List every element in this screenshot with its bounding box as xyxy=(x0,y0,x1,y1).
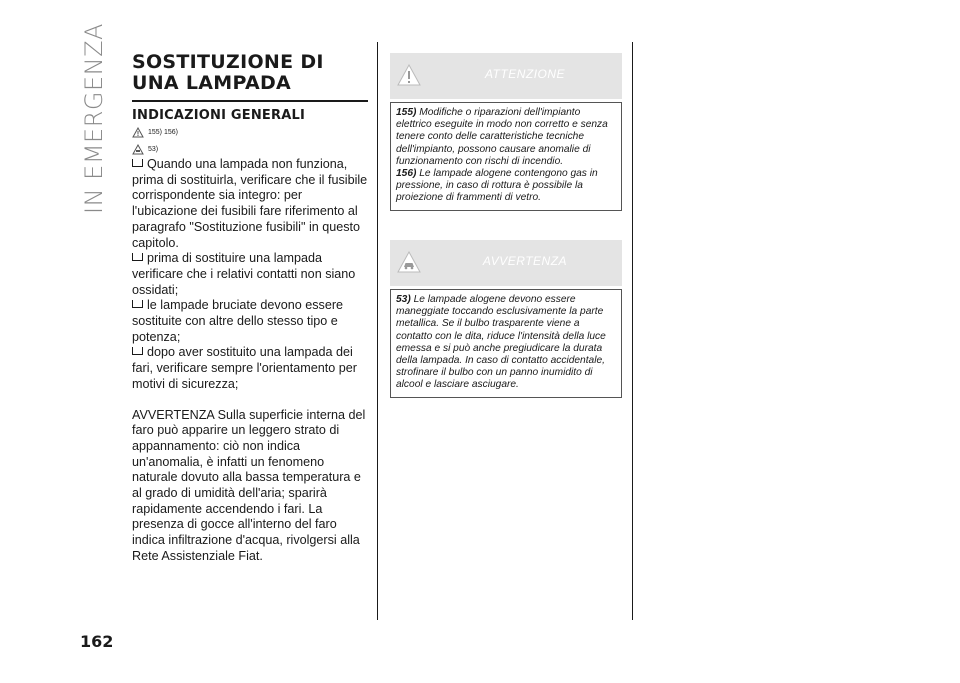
caution-refs xyxy=(132,142,368,157)
attenzione-header xyxy=(390,53,622,99)
bullet-icon xyxy=(132,159,143,167)
list-item: Quando una lampada non funziona, prima di sostituirla, verificare che il fusibile corrispondente sia integro: per l'ubicazione dei fusibili fare riferimento al paragrafo "Sostituzione fusibili" in questo capitolo. xyxy=(132,157,368,250)
attenzione-body xyxy=(390,102,622,211)
warning-triangle-icon xyxy=(396,63,422,87)
warning-item: 155) Modifiche o riparazioni dell'impianto elettrico eseguite in modo non corretto e senza tenere conto delle caratteristiche tecniche dell'impianto, possono causare anomalie di funzionamento con rischi di incendio. xyxy=(396,107,608,167)
bullet-icon xyxy=(132,300,143,308)
section-subtitle: INDICAZIONI GENERALI xyxy=(132,108,306,123)
main-column xyxy=(132,52,368,565)
caution-item: 53) Le lampade alogene devono essere maneggiate toccando esclusivamente la parte metallica. Se il bulbo trasparente viene a contatto con le dita, riduce l'intensità della luce emessa e si può anche pregiudicare la durata della lampada. In caso di contatto accidentale, strofinare il bulbo con un panno inumidito di alcool e lasciare asciugare. xyxy=(396,294,606,391)
page-title: SOSTITUZIONE DI UNA LAMPADA xyxy=(132,51,324,94)
list-item: le lampade bruciate devono essere sostituite con altre dello stesso tipo e potenza; xyxy=(132,298,344,344)
section-title: IN EMERGENZA xyxy=(80,23,108,214)
title-rule xyxy=(132,100,368,102)
bullet-icon xyxy=(132,347,143,355)
car-caution-icon xyxy=(132,144,144,155)
note-paragraph: AVVERTENZA Sulla superficie interna del faro può apparire un leggero strato di appannamento: ciò non indica un'anomalia, è infatti un fenomeno naturale dovuto alla bassa temperatura e al grado di umidità dell'aria; sparirà rapidamente accendendo i fari. La presenza di gocce all'interno del faro indica infiltrazione d'acqua, rivolgersi alla Rete Assistenziale Fiat. xyxy=(132,407,366,563)
avvertenza-title: AVVERTENZA xyxy=(482,254,568,268)
warning-triangle-icon xyxy=(132,127,144,138)
car-caution-icon xyxy=(396,250,422,274)
attenzione-title: ATTENZIONE xyxy=(484,67,566,81)
list-item: prima di sostituire una lampada verificare che i relativi contatti non siano ossidati; xyxy=(132,251,356,297)
avvertenza-box xyxy=(390,240,622,398)
warning-item: 156) Le lampade alogene contengono gas in pressione, in caso di rottura è possibile la proiezione di frammenti di vetro. xyxy=(396,168,598,204)
avvertenza-header xyxy=(390,240,622,286)
warning-refs xyxy=(132,125,368,140)
column-divider xyxy=(377,42,378,620)
column-divider xyxy=(632,42,633,620)
avvertenza-body xyxy=(390,289,622,398)
list-item: dopo aver sostituito una lampada dei fari, verificare sempre l'orientamento per motivi di sicurezza; xyxy=(132,345,357,391)
warning-ref-numbers: 155) 156) xyxy=(148,129,178,136)
bullet-icon xyxy=(132,253,143,261)
caution-ref-numbers: 53) xyxy=(148,146,159,153)
attenzione-box xyxy=(390,53,622,211)
page-number: 162 xyxy=(80,632,114,651)
